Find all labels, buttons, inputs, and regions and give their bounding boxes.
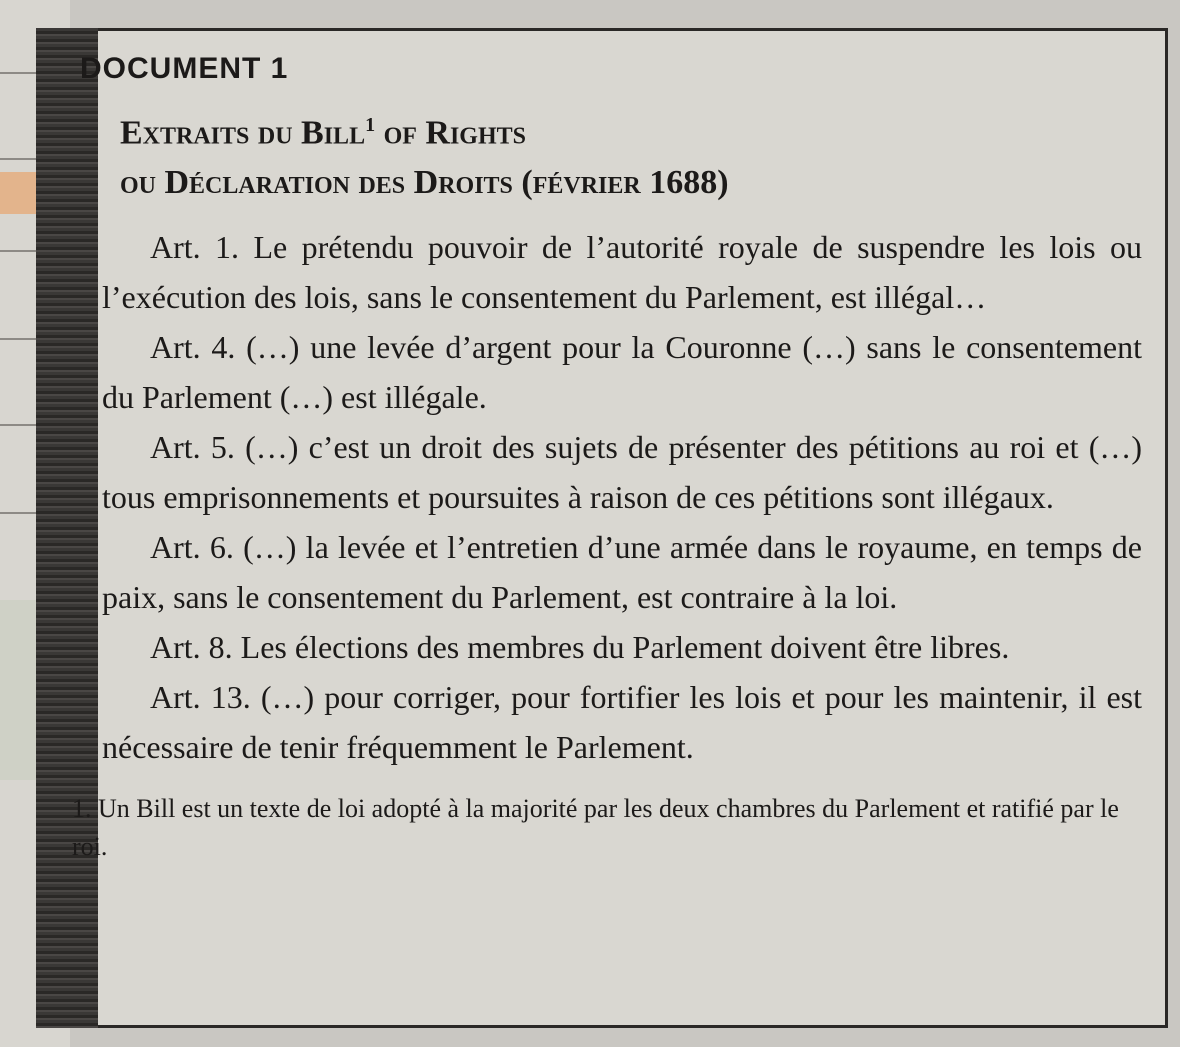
article-1: Art. 1. Le prétendu pouvoir de l’autorité royale de suspendre les lois ou l’exécution des lois, sans le consentement du Parlement, est illégal… bbox=[102, 229, 1142, 316]
title-prefix: Extraits du Bill bbox=[120, 114, 366, 152]
article-6: Art. 6. (…) la levée et l’entretien d’une armée dans le royaume, en temps de paix, sans le consentement du Parlement, est contraire à la loi. bbox=[102, 529, 1142, 616]
title-line-1 bbox=[120, 100, 1142, 158]
document-title bbox=[120, 100, 1142, 208]
footnote: 1. Un Bill est un texte de loi adopté à la majorité par les deux chambres du Parlement et ratifié par le roi. bbox=[72, 794, 1119, 862]
colored-tab bbox=[0, 172, 40, 214]
document-content bbox=[72, 52, 1142, 866]
article-4: Art. 4. (…) une levée d’argent pour la Couronne (…) sans le consentement du Parlement (…) est illégale. bbox=[102, 329, 1142, 416]
article-5: Art. 5. (…) c’est un droit des sujets de présenter des pétitions au roi et (…) tous emprisonnements et poursuites à raison de ces pétitions sont illégaux. bbox=[102, 429, 1142, 516]
document-number: DOCUMENT 1 bbox=[80, 52, 289, 85]
title-suffix: of Rights bbox=[375, 114, 526, 152]
article-13: Art. 13. (…) pour corriger, pour fortifier les lois et pour les maintenir, il est nécessaire de tenir fréquemment le Parlement. bbox=[102, 679, 1142, 766]
title-line-2: ou Déclaration des Droits (février 1688) bbox=[120, 164, 729, 202]
article-8: Art. 8. Les élections des membres du Parlement doivent être libres. bbox=[150, 629, 1010, 666]
footnote-marker: 1 bbox=[365, 114, 376, 136]
